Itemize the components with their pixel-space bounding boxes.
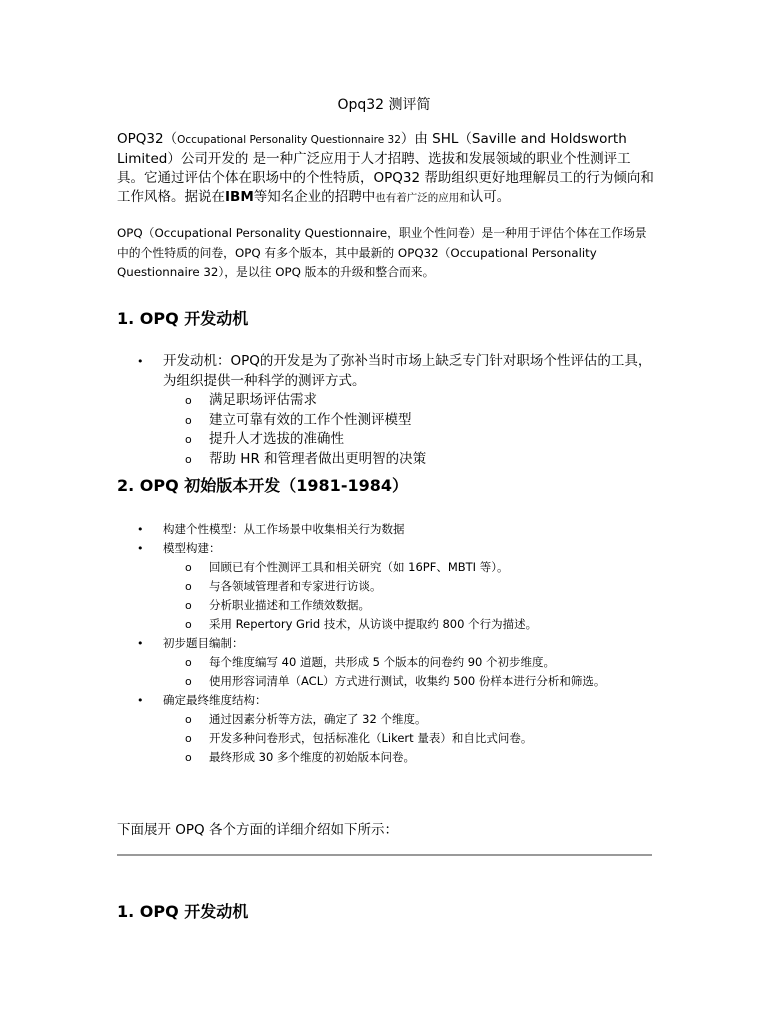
- sub-list-item-text: 最终形成 30 多个维度的初始版本问卷。: [209, 750, 415, 764]
- sub-list-item: [117, 729, 657, 748]
- intro-text-small-1: Occupational Personality Questionnaire 32: [177, 134, 401, 146]
- sub-list-item: [117, 615, 657, 634]
- circle-bullet-icon: o: [185, 732, 192, 745]
- circle-bullet-icon: o: [185, 656, 192, 669]
- summary-text: 下面展开 OPQ 各个方面的详细介绍如下所示：: [117, 822, 398, 838]
- circle-bullet-icon: o: [185, 713, 192, 726]
- circle-bullet-icon: o: [185, 675, 192, 688]
- list-item-text: 初步题目编制：: [163, 636, 244, 650]
- circle-bullet-icon: o: [185, 452, 192, 466]
- circle-bullet-icon: o: [185, 618, 192, 631]
- bullet-icon: •: [137, 355, 144, 368]
- horizontal-divider: [117, 854, 652, 856]
- bullet-icon: •: [137, 637, 144, 650]
- sub-list: [163, 391, 657, 469]
- sub-list-item: [117, 411, 657, 431]
- sub-list-item-text: 使用形容词清单（ACL）方式进行测试，收集约 500 份样本进行分析和筛选。: [209, 674, 606, 688]
- intro-paragraph: [117, 130, 657, 208]
- circle-bullet-icon: o: [185, 394, 192, 407]
- sub-list-item: [117, 430, 657, 450]
- circle-bullet-icon: o: [185, 561, 192, 574]
- sub-list-item: [117, 558, 657, 577]
- list-item: [117, 539, 657, 634]
- sub-list-item: [117, 450, 657, 470]
- section1-heading: 1. OPQ 开发动机: [117, 309, 249, 328]
- sub-list-item-text: 提升人才选拔的准确性: [209, 431, 344, 447]
- sub-list-item: [117, 710, 657, 729]
- sub-list-item: [117, 391, 657, 411]
- sub-list-item-text: 分析职业描述和工作绩效数据。: [209, 598, 370, 612]
- sub-list-item-text: 建立可靠有效的工作个性测评模型: [209, 411, 412, 428]
- sub-list-item-text: 采用 Repertory Grid 技术，从访谈中提取约 800 个行为描述。: [209, 617, 538, 631]
- intro-text-small-2: 也有着广泛的应用和: [375, 192, 470, 204]
- sub-list-item-text: 与各领域管理者和专家进行访谈。: [209, 579, 382, 593]
- intro-bold: IBM: [225, 189, 254, 205]
- bullet-icon: •: [137, 694, 144, 707]
- sub-list-item: [117, 672, 657, 691]
- bullet-icon: •: [137, 542, 144, 555]
- list-item-text: 模型构建：: [163, 541, 221, 555]
- circle-bullet-icon: o: [185, 751, 192, 764]
- document-title: Opq32 测评简: [337, 97, 431, 113]
- sub-list-item-text: 通过因素分析等方法，确定了 32 个维度。: [209, 712, 427, 726]
- section3-heading: 1. OPQ 开发动机: [117, 902, 249, 921]
- sub-list-item-text: 回顾已有个性测评工具和相关研究（如 16PF、MBTI 等）。: [209, 560, 509, 574]
- list-item-text: 开发动机：OPQ的开发是为了弥补当时市场上缺乏专门针对职场个性评估的工具，为组织提供一种科学的测评方式。: [163, 353, 652, 389]
- circle-bullet-icon: o: [185, 433, 192, 446]
- sub-list-item-text: 每个维度编写 40 道题，共形成 5 个版本的问卷约 90 个初步维度。: [209, 655, 556, 669]
- intro-text-2: ）由 SHL（Saville and Holdsworth Limited）公司开发的 是一种广泛应用于人才招聘、选拔和发展领域的职业个性测评工具。它通过评估个体在职场中的个性特质，OPQ32 帮助组织更好地理解员工的行为倾向和工作风格。据说在: [117, 131, 654, 205]
- section2-list: [117, 520, 657, 767]
- bullet-icon: •: [137, 523, 144, 536]
- section1-list: [117, 352, 657, 469]
- circle-bullet-icon: o: [185, 599, 192, 612]
- sub-list-item-text: 满足职场评估需求: [209, 392, 317, 408]
- intro-text-1: OPQ32（: [117, 131, 178, 147]
- sub-list: [163, 710, 657, 767]
- section2-heading: 2. OPQ 初始版本开发（1981-1984）: [117, 476, 408, 495]
- sub-list-item: [117, 596, 657, 615]
- sub-list: [163, 558, 657, 634]
- list-item-text: 确定最终维度结构：: [163, 693, 267, 707]
- list-item: [117, 691, 657, 767]
- sub-list-item-text: 帮助 HR 和管理者做出更明智的决策: [209, 450, 427, 467]
- sub-list-item: [117, 748, 657, 767]
- circle-bullet-icon: o: [185, 580, 192, 593]
- intro-text-3: 等知名企业的招聘中: [253, 189, 376, 205]
- list-item-text: 构建个性模型：从工作场景中收集相关行为数据: [163, 522, 405, 536]
- sub-list-item-text: 开发多种问卷形式，包括标准化（Likert 量表）和自比式问卷。: [209, 731, 533, 745]
- second-paragraph: OPQ（Occupational Personality Questionnaire，职业个性问卷）是一种用于评估个体在工作场景中的个性特质的问卷，OPQ 有多个版本，其中最新的 OPQ32（Occupational Personality Questionnaire 32），是以往 OPQ 版本的升级和整合而来。: [117, 226, 647, 279]
- sub-list: [163, 653, 657, 691]
- sub-list-item: [117, 577, 657, 596]
- sub-list-item: [117, 653, 657, 672]
- list-item: [117, 520, 657, 539]
- circle-bullet-icon: o: [185, 413, 192, 427]
- list-item: [117, 634, 657, 691]
- intro-text-4: 认可。: [469, 189, 511, 205]
- list-item: [117, 352, 657, 469]
